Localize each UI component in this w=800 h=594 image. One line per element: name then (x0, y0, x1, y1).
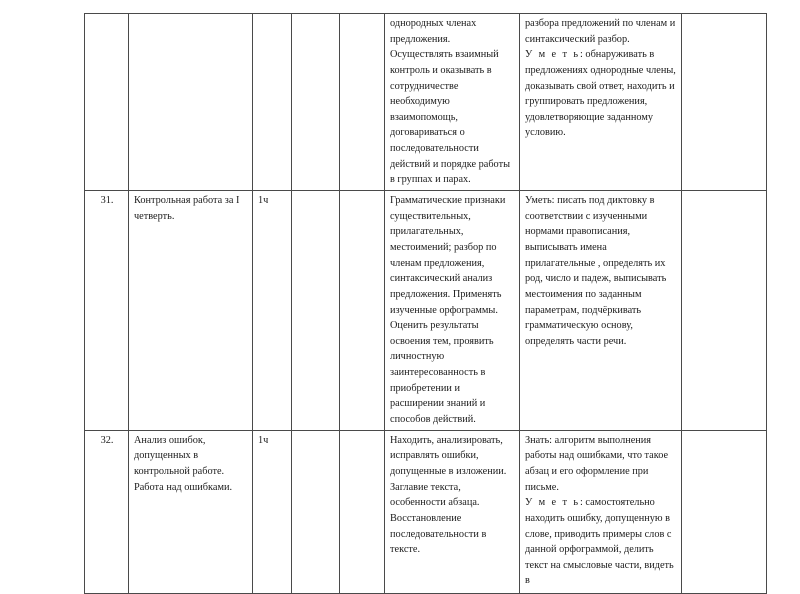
cell-results (520, 14, 682, 191)
plan-table-container (84, 13, 766, 594)
cell-date-plan (292, 191, 340, 431)
cell-notes (682, 430, 767, 593)
results-label: Уметь (525, 195, 552, 207)
cell-date-plan (292, 14, 340, 191)
results-body (525, 193, 677, 349)
cell-date-fact (340, 430, 385, 593)
cell-notes (682, 14, 767, 191)
table-row (85, 430, 767, 593)
cell-date-fact (340, 14, 385, 191)
cell-content: однородных членах предложения. Осуществлять взаимный контроль и оказывать в сотрудничестве необходимую взаимопомощь, договариваться о последовательности действий и порядке работы в группах и парах. (385, 14, 520, 191)
results-text: : писать под диктовку в соответствии с изученными нормами правописания, выписывать имена прилагательные , определять их род, число и падеж, выписывать местоимения по заданным параметрам, подчёркивать грамматическую основу, определять части речи. (525, 195, 667, 347)
results-body (525, 47, 677, 141)
cell-hours (253, 14, 292, 191)
cell-content: Грамматические признаки существительных, прилагательных, местоимений; разбор по членам предложения, синтаксический анализ предложения. Применять изученные орфограммы. Оценить результаты освоения тем, проявить личностную заинтересованность в приобретении и расширении знаний и способов действий. (385, 191, 520, 431)
table-row (85, 191, 767, 431)
results-body (525, 495, 677, 589)
cell-number: 32. (85, 430, 129, 593)
cell-results (520, 430, 682, 593)
results-text: : самостоятельно находить ошибку, допущенную в слове, приводить примеры слов с данной орфограммой, делить текст на смысловые части, видеть в (525, 497, 674, 587)
table-row (85, 14, 767, 191)
cell-hours: 1ч (253, 191, 292, 431)
cell-topic: Анализ ошибок, допущенных в контрольной работе. Работа над ошибками. (129, 430, 253, 593)
cell-number: 31. (85, 191, 129, 431)
cell-topic: Контрольная работа за I четверть. (129, 191, 253, 431)
cell-date-plan (292, 430, 340, 593)
cell-date-fact (340, 191, 385, 431)
cell-content: Находить, анализировать, исправлять ошибки, допущенные в изложении. Заглавие текста, особенности абзаца. Восстановление последовательности в тексте. (385, 430, 520, 593)
cell-number (85, 14, 129, 191)
results-intro: разбора предложений по членам и синтаксический разбор. (525, 18, 676, 45)
results-label: У м е т ь (525, 49, 580, 61)
cell-hours: 1ч (253, 430, 292, 593)
cell-notes (682, 191, 767, 431)
lesson-plan-table (84, 13, 767, 594)
cell-topic (129, 14, 253, 191)
cell-results (520, 191, 682, 431)
results-intro: Знать: алгоритм выполнения работы над ошибками, что такое абзац и его оформление при письме. (525, 434, 669, 493)
results-text: : обнаруживать в предложениях однородные члены, доказывать свой ответ, находить и группировать предложения, удовлетворяющие заданному условию. (525, 49, 676, 139)
results-label: У м е т ь (525, 497, 580, 509)
